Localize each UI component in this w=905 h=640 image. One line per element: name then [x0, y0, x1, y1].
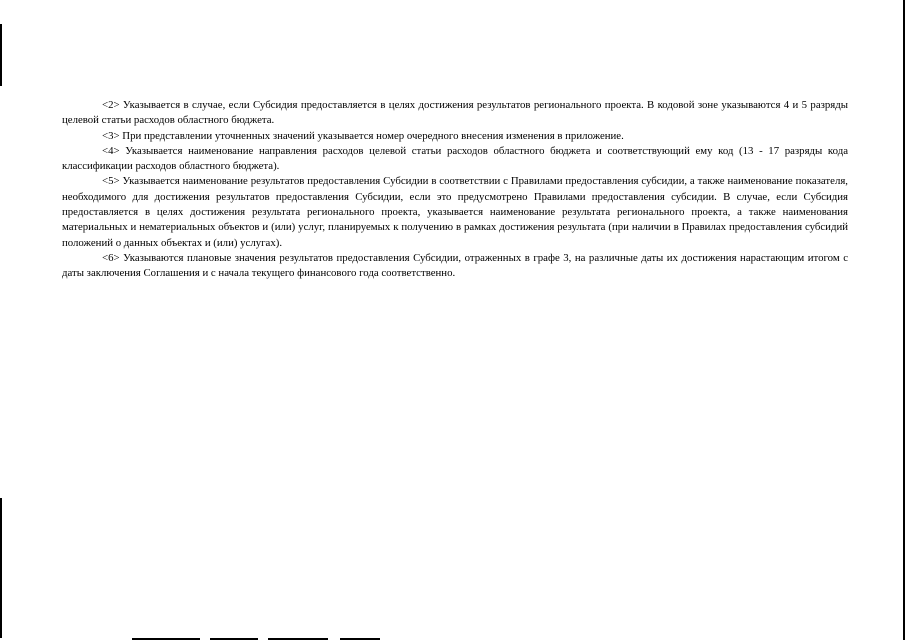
footnote-4: <4> Указывается наименование направления расходов целевой статьи расходов областного бюджета и соответствующий ему код (13 - 17 разряды кода классификации расходов областного бюджета).: [62, 144, 848, 173]
footnote-3: <3> При представлении уточненных значений указывается номер очередного внесения изменения в приложение.: [102, 129, 624, 142]
scan-border-left-bottom: [0, 498, 2, 638]
footnote-5: <5> Указывается наименование результатов предоставления Субсидии в соответствии с Правилами предоставления субсидии, а также наименование показателя, необходимого для достижения результатов предоставления Субсидии, если это предусмотрено Правилами предоставления субсидии. В случае, если Субсидия предоставляется в целях достижения результата регионального проекта, указывается наименование результата регионального проекта, а также наименования материальных и нематериальных объектов и (или) услуг, планируемых к получению в рамках достижения результата (при наличии в Правилах предоставления субсидий положений о данных объектах и (или) услугах).: [62, 175, 848, 249]
footnote-2: <2> Указывается в случае, если Субсидия предоставляется в целях достижения результатов регионального проекта. В кодовой зоне указываются 4 и 5 разряды целевой статьи расходов областного бюджета.: [62, 99, 848, 127]
footnote-6: <6> Указываются плановые значения результатов предоставления Субсидии, отраженных в графе 3, на различные даты их достижения нарастающим итогом с даты заключения Соглашения и с начала текущего финансового года соответственно.: [62, 251, 848, 280]
footnotes-block: [62, 98, 848, 282]
scan-border-left-top: [0, 24, 2, 86]
